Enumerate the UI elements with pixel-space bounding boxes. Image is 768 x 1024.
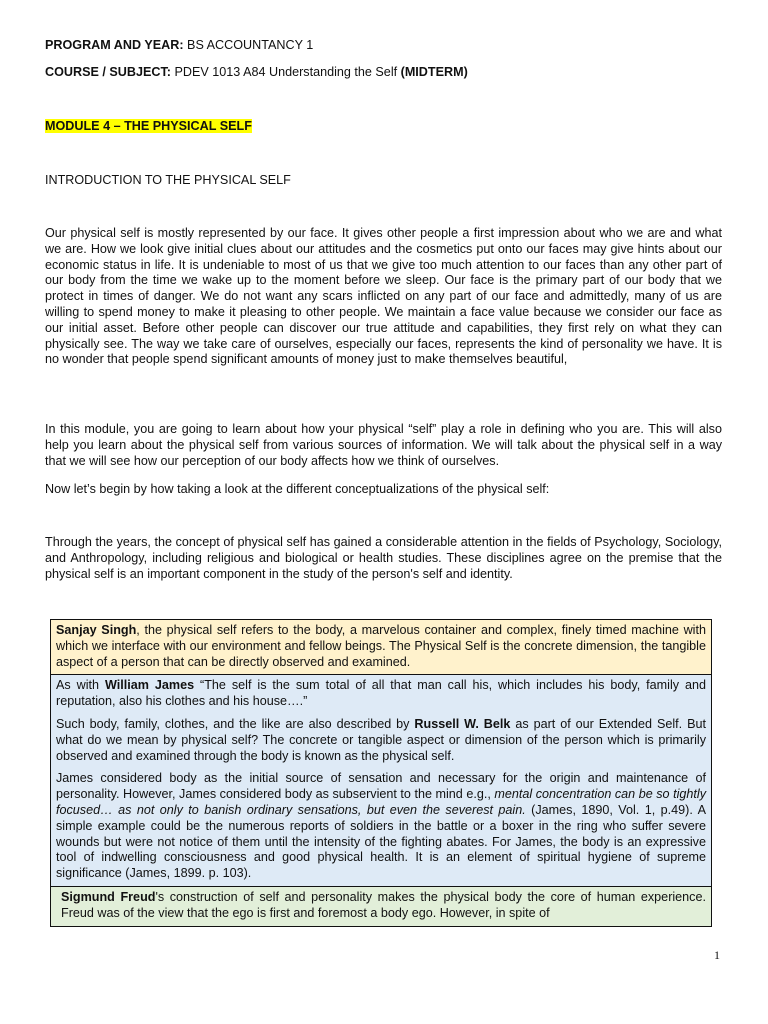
james2-italic: mental concentration can be so tightly focused… as not only to banish ordinary sensations, but even the severest pain. [56, 787, 706, 817]
program-value: BS ACCOUNTANCY 1 [187, 38, 314, 52]
disciplines-paragraph: Through the years, the concept of physical self has gained a considerable attention in the fields of Psychology, Sociology, and Anthropology, including religious and biological or health studies. These disciplines agree on the premise that the physical self is an important component in the study of the person's self and identity. [45, 535, 722, 581]
james2-pre: James considered body as the initial source of sensation and necessary for the origin and maintenance of personality. However, James considered body as subservient to the mind e.g., [56, 771, 706, 802]
module-title-line [45, 119, 252, 135]
belk-paragraph [56, 717, 706, 764]
program-label: PROGRAM AND YEAR: [45, 38, 184, 52]
freud-cell [51, 887, 711, 926]
belk-text: as part of our Extended Self. But what do we mean by physical self? The concrete or tangible aspect or dimension of the person which is primarily observed and examined through the body is known as the physical self. [56, 716, 706, 763]
james-text: “The self is the sum total of all that man call his, which includes his body, family and reputation, also his clothes and his house….” [56, 678, 707, 709]
singh-cell [51, 620, 711, 675]
james-quote [56, 678, 706, 710]
module-paragraph: In this module, you are going to learn about how your physical “self” play a role in defining who you are. This will also help you learn about the physical self from various sources of information. We will talk about the physical self in a way that we will see how our perception of our body affects how we think of ourselves. [45, 422, 722, 468]
intro-paragraph: Our physical self is mostly represented by our face. It gives other people a first impression about who we are and what we are. How we look give initial clues about our attitudes and the cosmetics put onto our faces may give hints about our economic status in life. It is undeniable to most of us that we give too much attention to our faces than any other part of our body from the time we wake up to the moment before we sleep. Our face is the primary part of our body that we protect in times of danger. We do not want any scars inflicted on any part of our face and admittedly, many of us are willing to spend money to make it pleasing to other people. We maintain a face value because we consider our face as our initial asset. Before other people can discover our true attitude and capabilities, they first rely on what they can physically see. The way we take care of ourselves, especially our faces, represents the kind of personality we have. It is no wonder that people spend significant amounts of money just to make themselves beautiful, [45, 226, 722, 367]
course-term: (MIDTERM) [400, 65, 468, 79]
lets-begin-paragraph: Now let’s begin by how taking a look at the different conceptualizations of the physical self: [45, 482, 550, 496]
program-line [45, 38, 313, 54]
course-label: COURSE / SUBJECT: [45, 65, 171, 79]
page-number: 1 [714, 948, 720, 962]
belk-pre: Such body, family, clothes, and the like are also described by [56, 716, 415, 731]
freud-name: Sigmund Freud [61, 889, 156, 904]
section-title: INTRODUCTION TO THE PHYSICAL SELF [45, 173, 291, 187]
belk-name: Russell W. Belk [414, 716, 511, 731]
james-cell [51, 675, 711, 887]
concepts-table [50, 619, 712, 927]
course-value: PDEV 1013 A84 Understanding the Self [174, 65, 398, 79]
james-name: William James [104, 678, 195, 693]
singh-text: , the physical self refers to the body, a marvelous container and complex, finely timed machine with which we interface with our environment and fellow beings. The Physical Self is the concrete dimension, the tangible aspect of a person that can be directly observed and examined. [56, 623, 706, 669]
james2-post: (James, 1890, Vol. 1, p.49). A simple example could be the numerous reports of soldiers in the battle or a boxer in the ring who suffer severe wounds but were not notice of them until the intensity of the fighting abates. For James, the body is an expressive tool of indwelling consciousness and good physical health. It is an element of spiritual hygiene of supreme significance (James, 1899. p. 103). [56, 802, 706, 881]
singh-name: Sanjay Singh [56, 623, 137, 637]
course-line [45, 65, 468, 81]
james-pre: As with [56, 678, 105, 693]
james-body-paragraph [56, 771, 706, 882]
module-title: MODULE 4 – THE PHYSICAL SELF [45, 119, 252, 133]
freud-text: 's construction of self and personality makes the physical body the core of human experience. Freud was of the view that the ego is first and foremost a body ego. However, in spite of [61, 889, 706, 920]
